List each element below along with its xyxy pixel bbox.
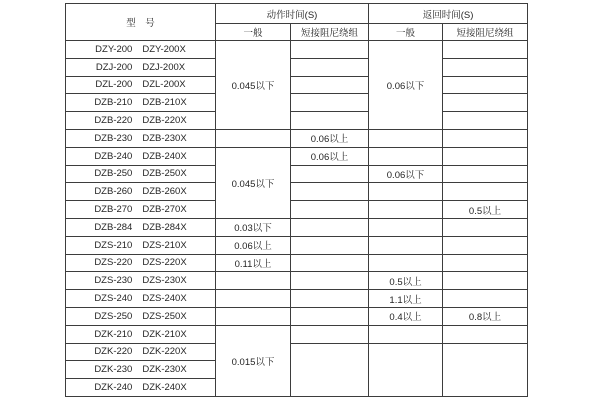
table-row bbox=[66, 147, 528, 165]
model-number-x: DZJ-200X bbox=[142, 61, 186, 73]
model-number-x: DZB-284X bbox=[142, 221, 187, 233]
model-number: DZL-200 bbox=[95, 79, 133, 91]
model-number: DZB-240 bbox=[94, 150, 133, 162]
table-row bbox=[66, 165, 528, 183]
model-cell bbox=[66, 76, 216, 94]
return-general-cell bbox=[369, 236, 443, 254]
model-number: DZB-220 bbox=[94, 115, 133, 127]
model-number-x: DZB-260X bbox=[142, 186, 187, 198]
model-number-x: DZK-230X bbox=[142, 364, 187, 376]
return-damped-cell bbox=[443, 272, 528, 290]
table-row bbox=[66, 254, 528, 272]
table-row bbox=[66, 112, 528, 130]
return-damped-cell bbox=[443, 290, 528, 308]
model-number: DZK-210 bbox=[94, 328, 133, 340]
table-row bbox=[66, 183, 528, 201]
return-general-cell bbox=[369, 218, 443, 236]
return-general-cell: 1.1以上 bbox=[369, 290, 443, 308]
model-number: DZB-230 bbox=[94, 132, 133, 144]
model-number: DZS-220 bbox=[94, 257, 133, 269]
action-damped-cell bbox=[291, 165, 369, 183]
return-damped-cell bbox=[443, 236, 528, 254]
action-general-cell: 0.11以上 bbox=[216, 254, 291, 272]
table-row bbox=[66, 325, 528, 343]
action-damped-cell bbox=[291, 325, 369, 343]
action-damped-cell bbox=[291, 201, 369, 219]
model-number-x: DZS-240X bbox=[142, 293, 187, 305]
model-number: DZJ-200 bbox=[95, 61, 133, 73]
return-general-cell bbox=[369, 254, 443, 272]
model-cell bbox=[66, 361, 216, 379]
return-general-cell bbox=[369, 343, 443, 396]
return-general-cell bbox=[369, 183, 443, 201]
table-row bbox=[66, 201, 528, 219]
action-damped-cell: 0.06以上 bbox=[291, 147, 369, 165]
model-number-x: DZL-200X bbox=[142, 79, 186, 91]
action-damped-cell bbox=[291, 236, 369, 254]
table-row bbox=[66, 343, 528, 361]
action-general-cell bbox=[216, 272, 291, 290]
model-cell bbox=[66, 272, 216, 290]
action-damped-cell bbox=[291, 254, 369, 272]
model-cell bbox=[66, 112, 216, 130]
action-damped-cell bbox=[291, 290, 369, 308]
model-number: DZB-260 bbox=[94, 186, 133, 198]
model-number-x: DZK-240X bbox=[142, 382, 187, 394]
model-number-x: DZK-210X bbox=[142, 328, 187, 340]
table-row bbox=[66, 76, 528, 94]
return-damped-cell: 0.8以上 bbox=[443, 307, 528, 325]
model-number: DZB-250 bbox=[94, 168, 133, 180]
model-cell bbox=[66, 41, 216, 59]
action-general-cell bbox=[216, 290, 291, 308]
table-row bbox=[66, 218, 528, 236]
model-number-x: DZB-210X bbox=[142, 97, 187, 109]
model-cell bbox=[66, 290, 216, 308]
action-general-cell: 0.045以下 bbox=[216, 41, 291, 130]
return-damped-cell bbox=[443, 129, 528, 147]
model-number: DZS-250 bbox=[94, 310, 133, 322]
model-number-x: DZY-200X bbox=[142, 43, 186, 55]
header-return-general: 一般 bbox=[369, 24, 443, 41]
return-damped-cell bbox=[443, 147, 528, 165]
model-cell bbox=[66, 129, 216, 147]
action-general-cell: 0.06以上 bbox=[216, 236, 291, 254]
return-general-cell bbox=[369, 325, 443, 343]
model-number: DZB-284 bbox=[94, 221, 133, 233]
table-row bbox=[66, 290, 528, 308]
spec-table bbox=[65, 3, 528, 397]
model-number: DZB-270 bbox=[94, 204, 133, 216]
header-action-general: 一般 bbox=[216, 24, 291, 41]
action-damped-cell bbox=[291, 218, 369, 236]
model-cell bbox=[66, 307, 216, 325]
model-cell bbox=[66, 58, 216, 76]
model-cell bbox=[66, 201, 216, 219]
return-general-cell bbox=[369, 201, 443, 219]
action-damped-cell bbox=[291, 307, 369, 325]
action-damped-cell bbox=[291, 58, 369, 76]
action-general-cell bbox=[216, 129, 291, 147]
model-number: DZS-230 bbox=[94, 275, 133, 287]
action-general-cell: 0.015以下 bbox=[216, 325, 291, 396]
model-number: DZY-200 bbox=[95, 43, 133, 55]
model-number: DZS-240 bbox=[94, 293, 133, 305]
table-row bbox=[66, 58, 528, 76]
model-number-x: DZS-210X bbox=[142, 239, 187, 251]
model-cell bbox=[66, 183, 216, 201]
return-general-cell: 0.06以下 bbox=[369, 41, 443, 130]
return-damped-cell bbox=[443, 41, 528, 59]
table-row bbox=[66, 272, 528, 290]
model-cell bbox=[66, 325, 216, 343]
return-damped-cell bbox=[443, 325, 528, 343]
model-number-x: DZS-230X bbox=[142, 275, 187, 287]
model-number-x: DZB-230X bbox=[142, 132, 187, 144]
return-damped-cell bbox=[443, 94, 528, 112]
model-number-x: DZB-250X bbox=[142, 168, 187, 180]
model-cell bbox=[66, 94, 216, 112]
action-general-cell: 0.03以下 bbox=[216, 218, 291, 236]
model-number-x: DZB-270X bbox=[142, 204, 187, 216]
table-row bbox=[66, 41, 528, 59]
table-row bbox=[66, 129, 528, 147]
action-general-cell bbox=[216, 307, 291, 325]
return-damped-cell bbox=[443, 165, 528, 183]
return-general-cell bbox=[369, 147, 443, 165]
action-damped-cell bbox=[291, 94, 369, 112]
model-cell bbox=[66, 236, 216, 254]
return-damped-cell bbox=[443, 76, 528, 94]
model-number-x: DZB-220X bbox=[142, 115, 187, 127]
return-damped-cell bbox=[443, 343, 528, 396]
action-general-cell: 0.045以下 bbox=[216, 147, 291, 218]
action-damped-cell bbox=[291, 41, 369, 59]
header-row-groups bbox=[66, 4, 528, 24]
model-cell bbox=[66, 165, 216, 183]
header-model: 型 号 bbox=[66, 4, 216, 41]
return-damped-cell bbox=[443, 112, 528, 130]
model-cell bbox=[66, 218, 216, 236]
action-damped-cell bbox=[291, 343, 369, 396]
return-general-cell: 0.4以上 bbox=[369, 307, 443, 325]
return-damped-cell bbox=[443, 58, 528, 76]
header-return-damped-winding: 短接阻尼绕组 bbox=[443, 24, 528, 41]
header-return-time: 返回时间(S) bbox=[369, 4, 528, 24]
table-row bbox=[66, 236, 528, 254]
model-cell bbox=[66, 343, 216, 361]
return-damped-cell bbox=[443, 254, 528, 272]
model-number-x: DZB-240X bbox=[142, 150, 187, 162]
model-cell bbox=[66, 379, 216, 397]
return-general-cell bbox=[369, 129, 443, 147]
model-number: DZS-210 bbox=[94, 239, 133, 251]
return-damped-cell: 0.5以上 bbox=[443, 201, 528, 219]
model-cell bbox=[66, 254, 216, 272]
return-damped-cell bbox=[443, 218, 528, 236]
model-number-x: DZK-220X bbox=[142, 346, 187, 358]
model-number: DZB-210 bbox=[94, 97, 133, 109]
return-damped-cell bbox=[443, 183, 528, 201]
action-damped-cell bbox=[291, 76, 369, 94]
table-row bbox=[66, 307, 528, 325]
action-damped-cell bbox=[291, 272, 369, 290]
return-general-cell: 0.06以下 bbox=[369, 165, 443, 183]
action-damped-cell bbox=[291, 112, 369, 130]
table-row bbox=[66, 94, 528, 112]
header-action-damped-winding: 短接阻尼绕组 bbox=[291, 24, 369, 41]
model-number: DZK-230 bbox=[94, 364, 133, 376]
model-number-x: DZS-250X bbox=[142, 310, 187, 322]
action-damped-cell: 0.06以上 bbox=[291, 129, 369, 147]
spec-table-body bbox=[66, 41, 528, 397]
model-cell bbox=[66, 147, 216, 165]
model-number: DZK-240 bbox=[94, 382, 133, 394]
model-number: DZK-220 bbox=[94, 346, 133, 358]
model-number-x: DZS-220X bbox=[142, 257, 187, 269]
action-damped-cell bbox=[291, 183, 369, 201]
header-action-time: 动作时间(S) bbox=[216, 4, 369, 24]
return-general-cell: 0.5以上 bbox=[369, 272, 443, 290]
